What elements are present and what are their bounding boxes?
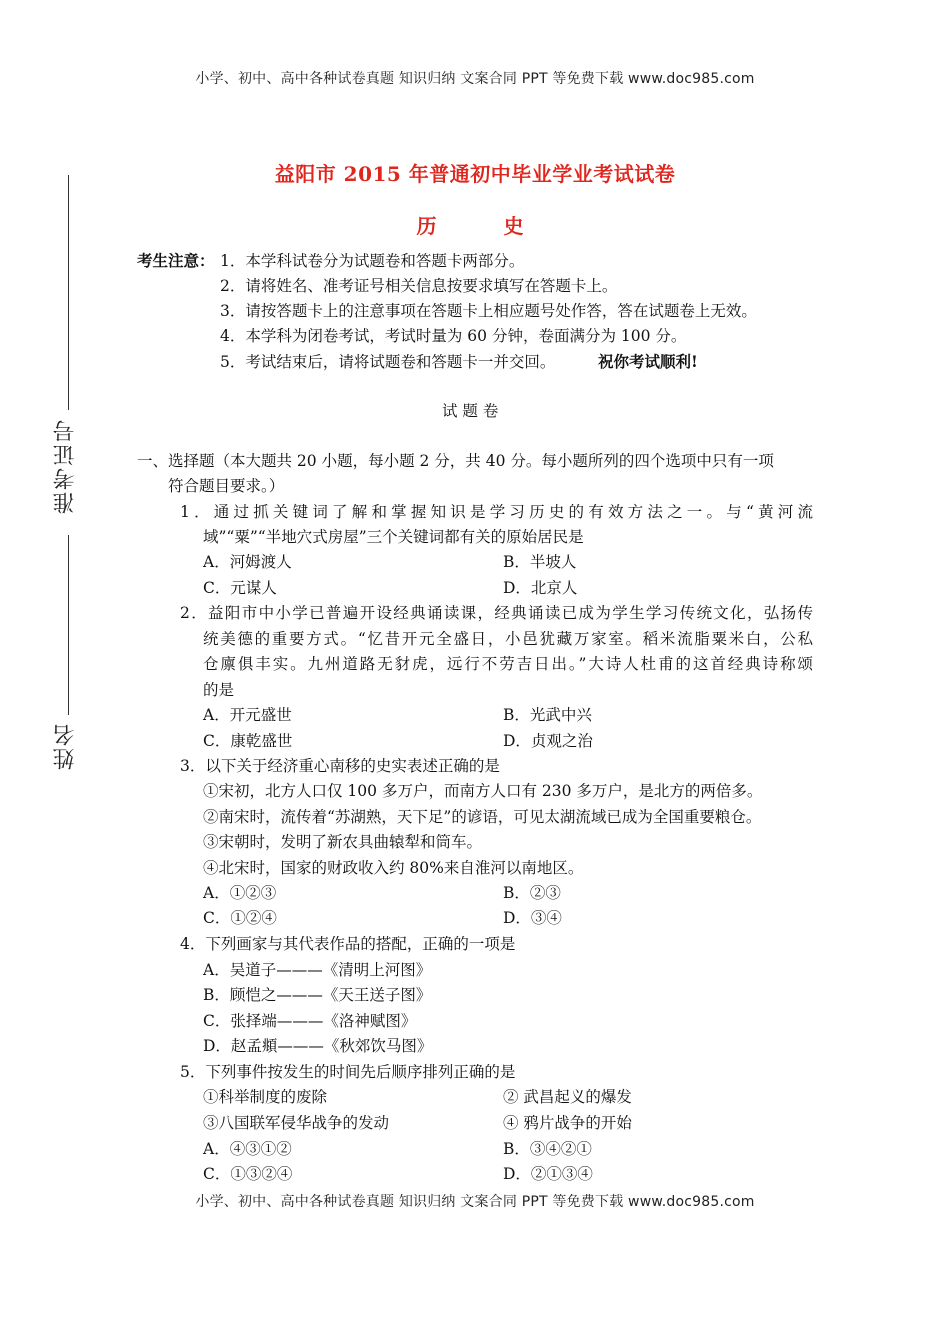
question-5-event: ② 武昌起义的爆发	[503, 1088, 632, 1106]
section-label: 试 题 卷	[442, 402, 499, 420]
exam-id-label: 准考证号	[53, 418, 78, 514]
exam-title: 益阳市 2015 年普通初中毕业学业考试试卷	[274, 162, 676, 186]
question-3-statement: ①宋初，北方人口仅 100 多万户，而南方人口有 230 多万户，是北方的两倍多。	[203, 782, 763, 800]
notice-item: 4．本学科为闭卷考试，考试时量为 60 分钟，卷面满分为 100 分。	[220, 327, 687, 345]
option: C．①②④	[203, 909, 277, 927]
option: B．光武中兴	[503, 706, 592, 724]
notice-item: 5．考试结束后，请将试题卷和答题卡一并交回。	[220, 353, 556, 371]
footer-banner: 小学、初中、高中各种试卷真题 知识归纳 文案合同 PPT 等免费下载 www.doc985.com	[195, 1194, 755, 1210]
option: D．③④	[503, 909, 562, 927]
question-3-statement: ④北宋时，国家的财政收入约 80%来自淮河以南地区。	[203, 859, 584, 877]
option: C．①③②④	[203, 1165, 293, 1183]
option: B．②③	[503, 884, 561, 902]
question-4-text: 4．下列画家与其代表作品的搭配，正确的一项是	[180, 935, 516, 953]
question-1-text: 1．通过抓关键词了解和掌握知识是学习历史的有效方法之一。与“黄河流	[180, 503, 813, 521]
notice-wish: 祝你考试顺利!	[598, 352, 698, 371]
option: A．④③①②	[203, 1140, 292, 1158]
question-2-text: 的是	[203, 681, 235, 699]
notice-label: 考生注意：	[137, 251, 215, 270]
question-2-text: 仓廪俱丰实。九州道路无豺虎，远行不劳吉日出。”大诗人杜甫的这首经典诗称颂	[203, 655, 813, 673]
question-5-text: 5．下列事件按发生的时间先后顺序排列正确的是	[180, 1063, 516, 1081]
option: C．元谋人	[203, 579, 277, 597]
question-3-statement: ②南宋时，流传着“苏湖熟，天下足”的谚语，可见太湖流域已成为全国重要粮仓。	[203, 808, 762, 826]
option: B．半坡人	[503, 553, 577, 571]
option: A．河姆渡人	[203, 553, 292, 571]
option: A．①②③	[203, 884, 277, 902]
option: D．北京人	[503, 579, 578, 597]
question-5-event: ③八国联军侵华战争的发动	[203, 1114, 390, 1132]
notice-item: 2．请将姓名、准考证号相关信息按要求填写在答题卡上。	[220, 277, 618, 295]
option: A．吴道子———《清明上河图》	[203, 961, 432, 979]
question-2-text: 统美德的重要方式。“忆昔开元全盛日，小邑犹藏万家室。稻米流脂粟米白，公私	[203, 630, 813, 648]
option: B．③④②①	[503, 1140, 592, 1158]
option: D．赵孟頫———《秋郊饮马图》	[203, 1037, 433, 1055]
notice-item: 3．请按答题卡上的注意事项在答题卡上相应题号处作答，答在试题卷上无效。	[220, 302, 757, 320]
option: C．张择端———《洛神赋图》	[203, 1012, 417, 1030]
part-heading-cont: 符合题目要求。）	[168, 477, 285, 495]
option: D．②①③④	[503, 1165, 593, 1183]
header-banner: 小学、初中、高中各种试卷真题 知识归纳 文案合同 PPT 等免费下载 www.doc985.com	[195, 71, 755, 87]
question-3-text: 3．以下关于经济重心南移的史实表述正确的是	[180, 757, 500, 775]
question-3-statement: ③宋朝时，发明了新农具曲辕犁和筒车。	[203, 833, 483, 851]
name-label: 姓名	[53, 722, 78, 770]
notice-item: 1．本学科试卷分为试题卷和答题卡两部分。	[220, 252, 525, 270]
question-2-text: 2．益阳市中小学已普遍开设经典诵读课，经典诵读已成为学生学习传统文化，弘扬传	[180, 604, 813, 622]
name-line	[68, 535, 69, 715]
subject-title: 历 史	[416, 214, 554, 238]
part-heading: 一、选择题（本大题共 20 小题，每小题 2 分，共 40 分。每小题所列的四个选项中只有一项	[137, 452, 774, 470]
option: D．贞观之治	[503, 732, 593, 750]
question-1-text: 域”“粟”“半地穴式房屋”三个关键词都有关的原始居民是	[203, 528, 584, 546]
question-5-event: ①科举制度的废除	[203, 1088, 328, 1106]
question-5-event: ④ 鸦片战争的开始	[503, 1114, 632, 1132]
option: A．开元盛世	[203, 706, 292, 724]
option: B．顾恺之———《天王送子图》	[203, 986, 432, 1004]
option: C．康乾盛世	[203, 732, 293, 750]
